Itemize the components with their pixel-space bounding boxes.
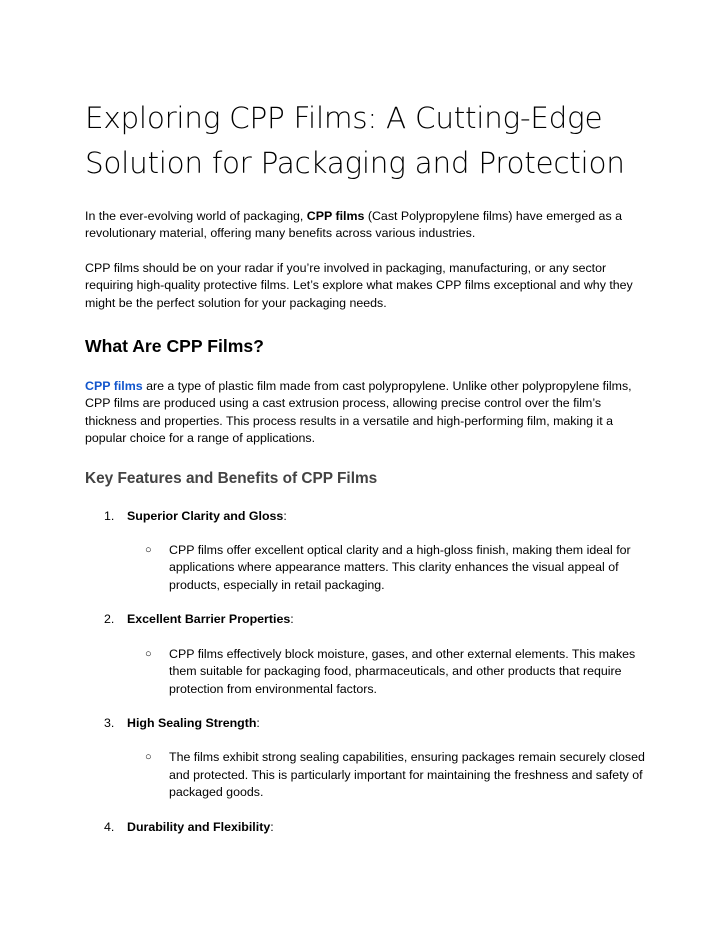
feature-detail-text: CPP films effectively block moisture, gases, and other external elements. This makes them suitable for packaging food, pharmaceuticals, and other products that require protection from environmental factors.: [169, 646, 636, 696]
hollow-bullet-icon: ○: [145, 544, 152, 557]
feature-detail-text: CPP films offer excellent optical clarity and a high-gloss finish, making them ideal for applications where appearance matters. This clarity enhances the visual appeal of products, especially in retail packaging.: [169, 543, 631, 592]
hollow-bullet-icon: ○: [145, 647, 152, 660]
feature-item: [85, 819, 645, 836]
section-heading-what: What Are CPP Films?: [85, 336, 264, 357]
feature-title: Superior Clarity and Gloss: [127, 508, 284, 523]
hollow-bullet-icon: ○: [145, 751, 152, 764]
section-heading-features: Key Features and Benefits of CPP Films: [85, 469, 378, 487]
feature-title-suffix: :: [256, 715, 260, 730]
intro-bold-term: CPP films: [306, 209, 365, 223]
feature-title: High Sealing Strength: [127, 715, 257, 730]
radar-paragraph: CPP films should be on your radar if you’re involved in packaging, manufacturing, or any sector requiring high-quality protective films. Let’s explore what makes CPP films exceptional and why they might be the perfect solution for your packaging needs.: [85, 260, 633, 310]
feature-number: 3.: [104, 715, 115, 730]
features-list: [85, 508, 645, 836]
feature-number: 2.: [104, 612, 115, 627]
feature-title-suffix: :: [270, 819, 274, 834]
feature-item: [85, 611, 645, 698]
what-body-text: are a type of plastic film made from cast polypropylene. Unlike other polypropylene films, CPP films are produced using a cast extrusion process, allowing precise control over the film’s thickness and properties. This process results in a versatile and high-performing film, making it a popular choice for a range of applications.: [85, 379, 632, 446]
feature-title: Durability and Flexibility: [127, 819, 271, 834]
feature-title-suffix: :: [283, 508, 287, 523]
feature-detail: [127, 542, 645, 594]
cpp-films-link[interactable]: CPP films: [85, 379, 143, 394]
feature-number: 4.: [104, 819, 115, 834]
feature-item: [85, 508, 645, 595]
feature-detail: [127, 749, 645, 801]
document-page: [85, 96, 645, 836]
intro-text-after: (Cast Polypropylene films) have emerged as a revolutionary material, offering many benefits across various industries.: [85, 209, 622, 241]
feature-title: Excellent Barrier Properties: [127, 612, 291, 627]
feature-detail: [127, 646, 645, 698]
page-title: Exploring CPP Films: A Cutting-Edge Solution for Packaging and Protection: [85, 101, 625, 180]
intro-paragraph: [85, 208, 645, 243]
feature-number: 1.: [104, 508, 115, 523]
what-paragraph: [85, 378, 645, 448]
intro-text-before: In the ever-evolving world of packaging,: [85, 209, 307, 223]
feature-title-suffix: :: [290, 612, 294, 627]
feature-item: [85, 715, 645, 802]
feature-detail-text: The films exhibit strong sealing capabilities, ensuring packages remain securely closed and protected. This is particularly important for maintaining the freshness and safety of packaged goods.: [169, 750, 645, 800]
